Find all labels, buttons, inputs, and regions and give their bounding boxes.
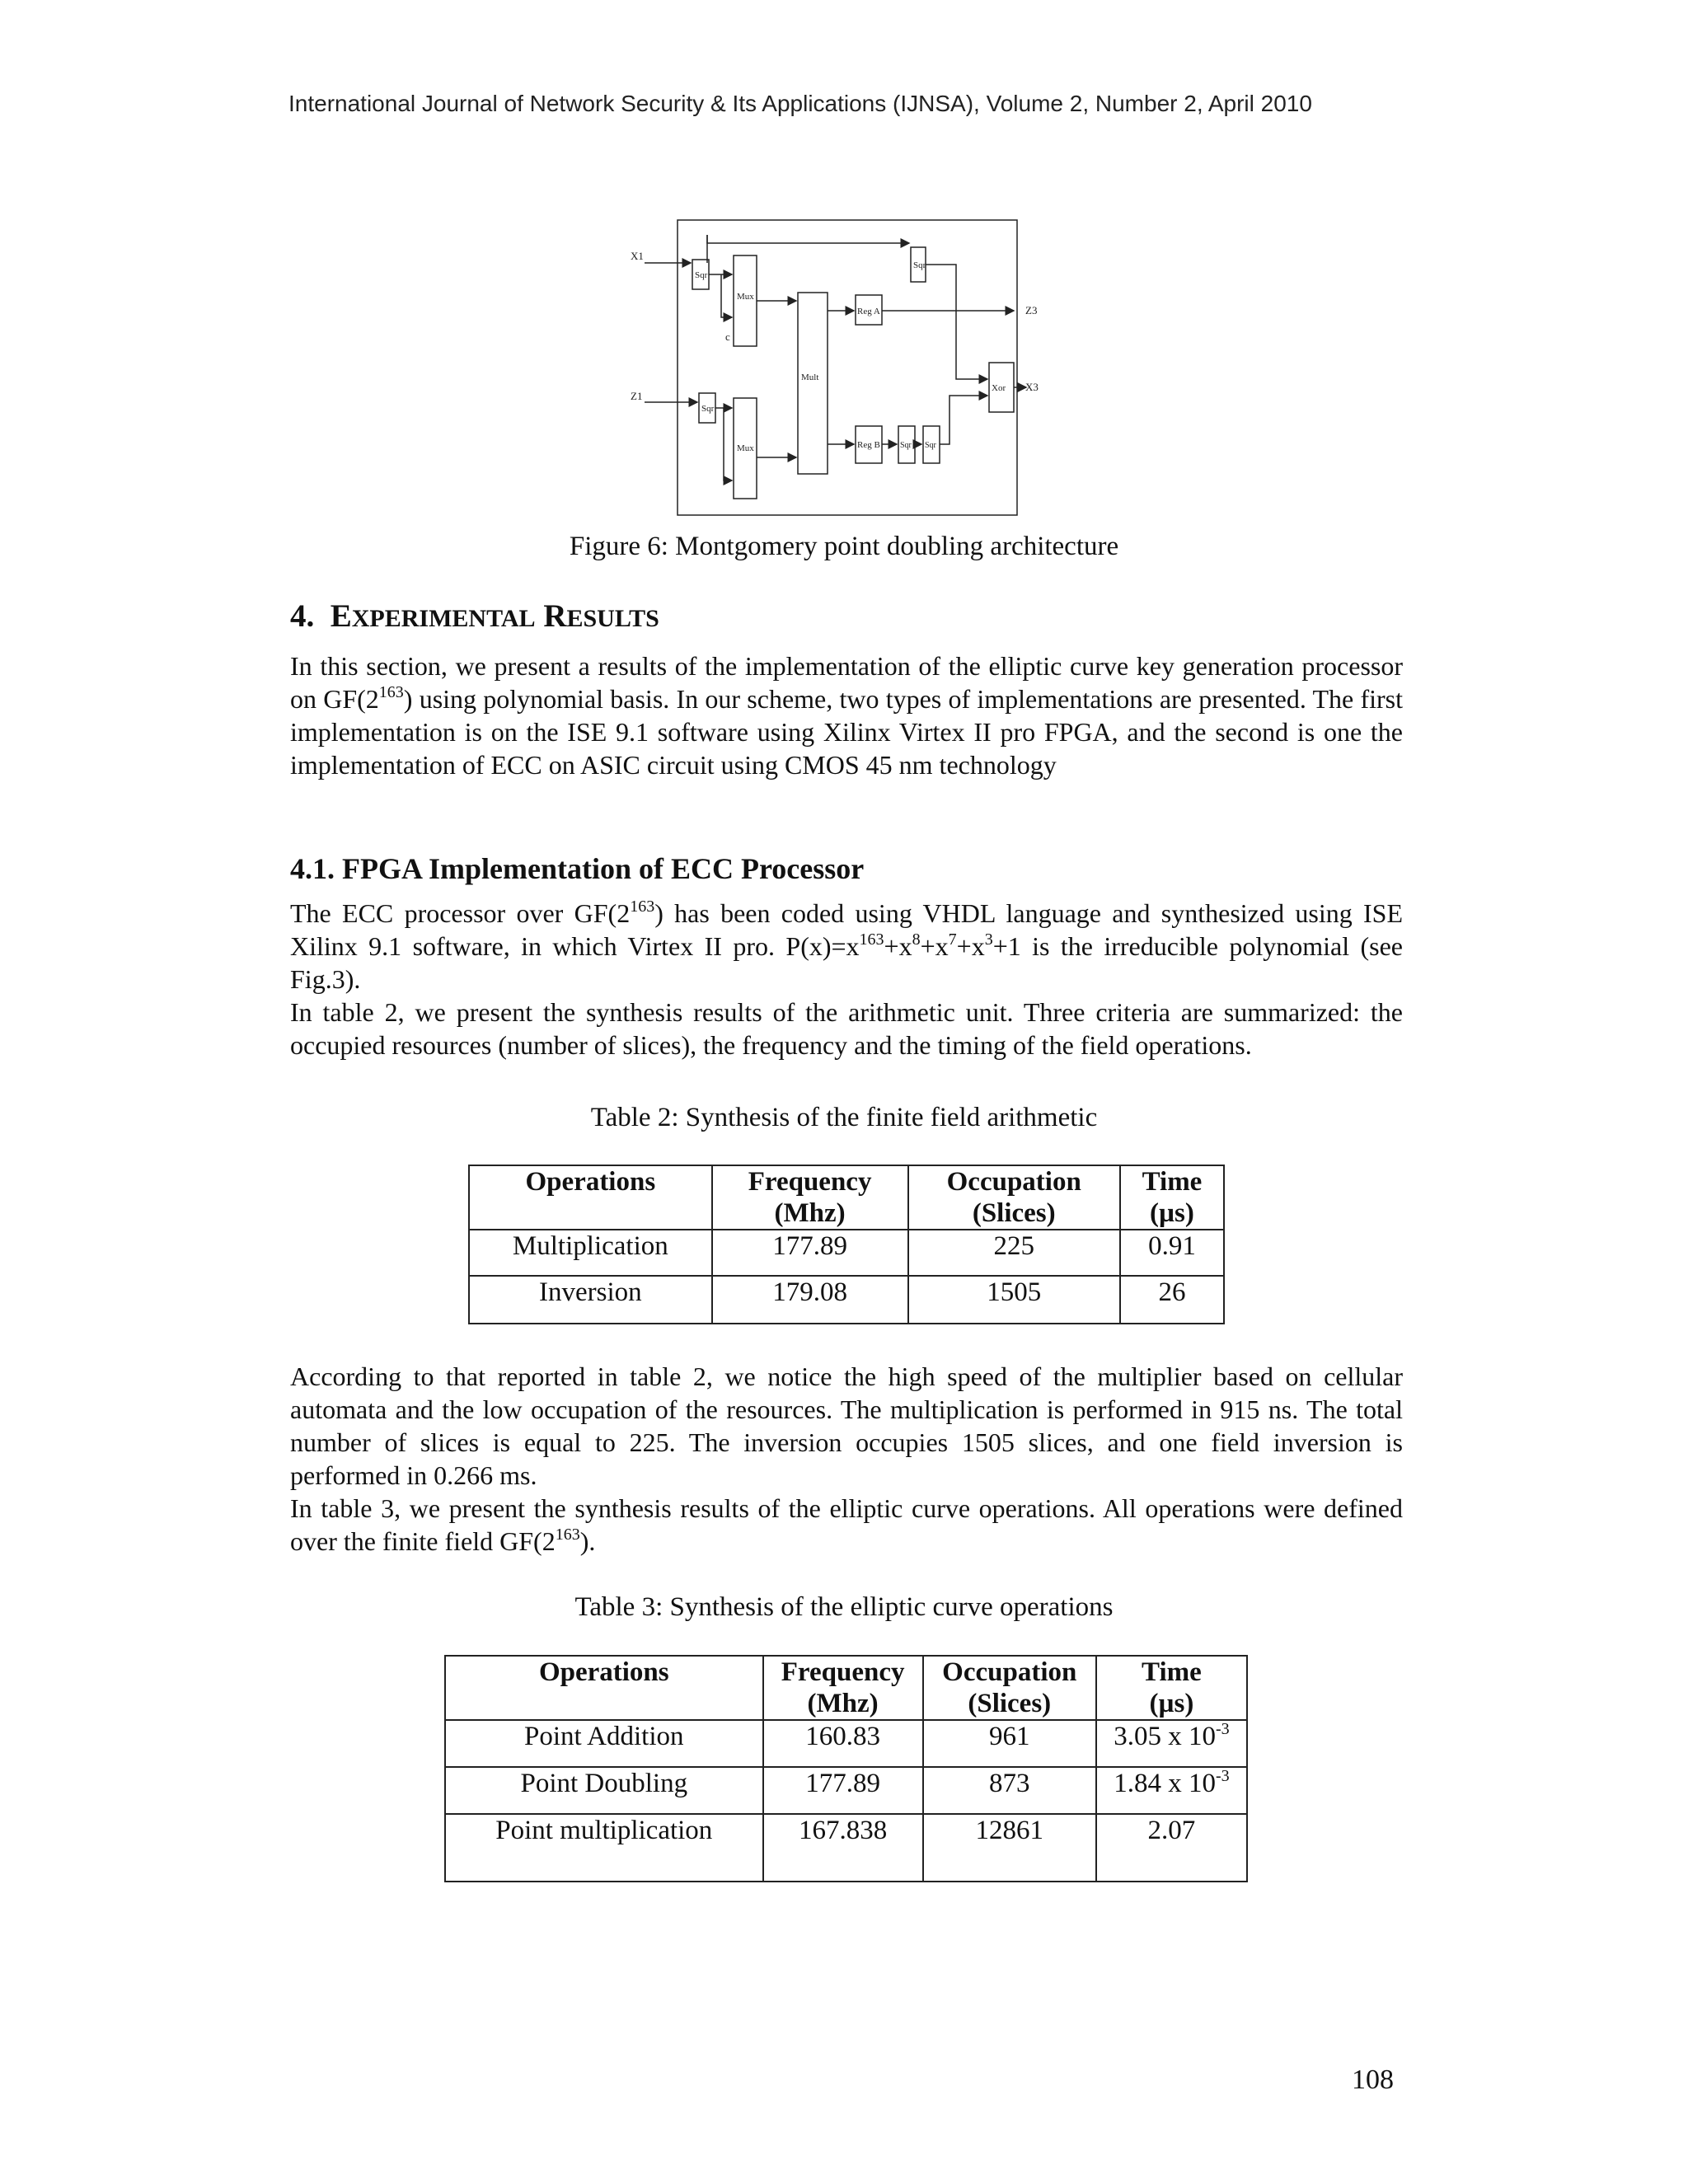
label-z3: Z3 bbox=[1025, 304, 1038, 316]
table2-header: Time (µs) bbox=[1120, 1165, 1224, 1230]
diagram-frame bbox=[678, 220, 1017, 515]
table3-caption: Table 3: Synthesis of the elliptic curve operations bbox=[574, 1592, 1114, 1622]
table3-header: Frequency (Mhz) bbox=[763, 1656, 923, 1720]
section-paragraph: In this section, we present a results of the implementation of the elliptic curve key generation processor on $GF(2^{163})$ using polynomial basis. In our scheme, two types of implementations are presented. The first implementation is on the ISE 9.1 software using Xilinx Virtex II pro FPGA, and the second is one the implementation of ECC on ASIC circuit using CMOS 45 nm technology bbox=[290, 651, 1403, 780]
mult-box bbox=[798, 293, 828, 474]
mux-label-bottom: Mux bbox=[737, 443, 754, 453]
table2-header: Frequency (Mhz) bbox=[712, 1165, 908, 1230]
table3-header: Occupation (Slices) bbox=[923, 1656, 1096, 1720]
table-3 bbox=[444, 1655, 1248, 1882]
section-heading: 4. EXPERIMENTAL RESULTS bbox=[290, 598, 659, 634]
table-row: Point multiplication 167.838 12861 2.07 bbox=[445, 1814, 1247, 1882]
table-row: Point Doubling 177.89 873 1.84 x $10^{-3}$ bbox=[445, 1767, 1247, 1814]
sqr-label-1: Sqr bbox=[695, 270, 708, 280]
table-row: Multiplication 177.89 225 0.91 bbox=[469, 1230, 1224, 1276]
rega-label: Reg A bbox=[857, 307, 880, 316]
table-2 bbox=[468, 1165, 1225, 1324]
sqr-label-2: Sqr bbox=[913, 260, 926, 270]
label-x3: X3 bbox=[1025, 381, 1039, 393]
table3-header: Operations bbox=[445, 1656, 763, 1720]
results-paragraph: According to that reported in table 2, we notice the high speed of the multiplier based on cellular automata and the low occupation of the resources. The multiplication is performed in 915 ns. The total number of slices is equal to 225. The inversion occupies 1505 slices, and one field inversion is performed in 0.266 ms. In table 3, we present the synthesis results of the elliptic curve operations. All operations were defined over the finite field $GF(2^{163})$. bbox=[290, 1361, 1403, 1556]
label-z1: Z1 bbox=[631, 390, 643, 402]
montgomery-diagram bbox=[626, 210, 1055, 532]
label-c: c bbox=[725, 330, 730, 343]
table-row: Point Addition 160.83 961 3.05 x $10^{-3}$ bbox=[445, 1720, 1247, 1767]
table2-header: Occupation (Slices) bbox=[908, 1165, 1120, 1230]
table-row: Inversion 179.08 1505 26 bbox=[469, 1276, 1224, 1324]
subsection-heading: 4.1. FPGA Implementation of ECC Processor bbox=[290, 852, 865, 885]
page-number: 108 bbox=[1352, 2064, 1394, 2095]
label-x1: X1 bbox=[631, 250, 644, 262]
subsection-paragraph: The ECC processor over $GF(2^{163})$ has been coded using VHDL language and synthesized using ISE Xilinx 9.1 software, in which Virtex II pro. $P(x)=x^{163}+x^8+x^7+x^3+1$ is the irreducible polynomial (see Fig.3). In table 2, we present the synthesis results of the arithmetic unit. Three criteria are summarized: the occupied resources (number of slices), the frequency and the timing of the field operations. bbox=[290, 898, 1403, 1060]
mux-label-top: Mux bbox=[737, 292, 754, 302]
xor-label: Xor bbox=[992, 383, 1006, 393]
table2-caption: Table 2: Synthesis of the finite field arithmetic bbox=[590, 1103, 1098, 1132]
sqr-label-4: Sqr bbox=[900, 441, 912, 450]
table2-header: Operations bbox=[469, 1165, 712, 1230]
regb-label: Reg B bbox=[857, 440, 880, 450]
running-header: International Journal of Network Security & Its Applications (IJNSA), Volume 2, Number 2, April 2010 bbox=[288, 91, 1312, 116]
sqr-label-3: Sqr bbox=[701, 404, 715, 414]
table3-header: Time (µs) bbox=[1096, 1656, 1247, 1720]
figure-caption: Figure 6: Montgomery point doubling architecture bbox=[569, 532, 1119, 561]
mult-label: Mult bbox=[801, 373, 819, 382]
sqr-label-5: Sqr bbox=[925, 441, 936, 450]
